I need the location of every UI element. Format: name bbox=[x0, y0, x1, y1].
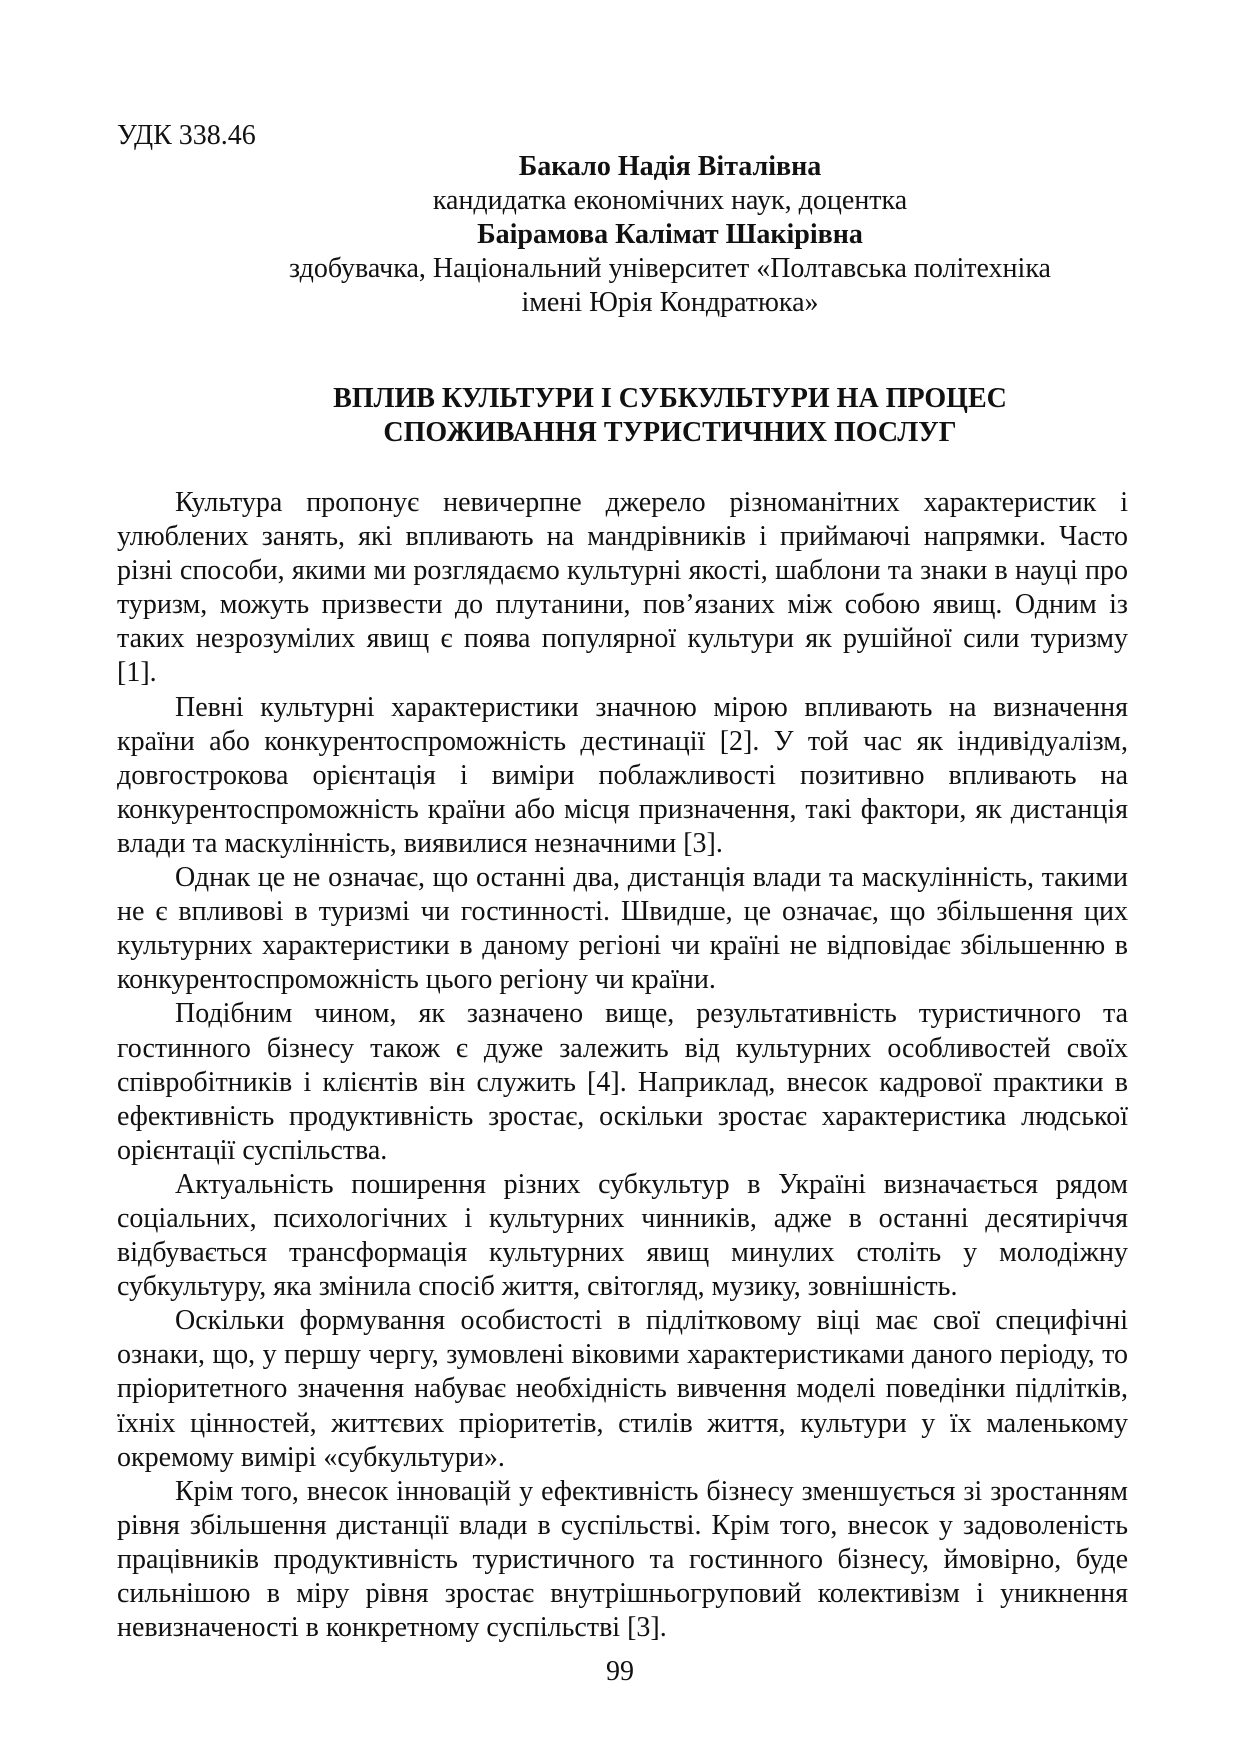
article-title-line-2: СПОЖИВАННЯ ТУРИСТИЧНИХ ПОСЛУГ bbox=[383, 417, 957, 448]
page-number: 99 bbox=[606, 1656, 634, 1687]
article-title-line-1: ВПЛИВ КУЛЬТУРИ І СУБКУЛЬТУРИ НА ПРОЦЕС bbox=[333, 383, 1007, 414]
paragraph: Культура пропонує невичерпне джерело різноманітних характеристик і улюблених занять, які впливають на мандрівників і приймаючі напрямки. Часто різні способи, якими ми розглядаємо культурні якості, шаблони та знаки в науці про туризм, можуть призвести до плутанини, пов’язаних між собою явищ. Одним із таких незрозумілих явищ є поява популярної культури як рушійної сили туризму [1]. bbox=[117, 487, 1128, 689]
author-2-name: Баірамова Калімат Шакірівна bbox=[477, 219, 863, 250]
authors-block bbox=[117, 150, 1128, 320]
author-2-affiliation-line-2: імені Юрія Кондратюка» bbox=[521, 287, 819, 318]
author-1-name: Бакало Надія Віталівна bbox=[518, 151, 822, 182]
author-2-affiliation-line-1: здобувачка, Національний університет «Полтавська політехніка bbox=[289, 253, 1051, 284]
paragraph: Однак це не означає, що останні два, дистанція влади та маскулінність, такими не є впливові в туризмі чи гостинності. Швидше, це означає, що збільшення цих культурних характеристики в даному регіоні чи країні не відповідає збільшенню в конкурентоспроможність цього регіону чи країни. bbox=[117, 862, 1128, 996]
paragraph: Певні культурні характеристики значною мірою впливають на визначення країни або конкурентоспроможність дестинації [2]. У той час як індивідуалізм, довгострокова орієнтація і виміри поблажливості позитивно впливають на конкурентоспроможність країни або місця призначення, такі фактори, як дистанція влади та маскулінність, виявилися незначними [3]. bbox=[117, 691, 1128, 859]
author-1-role: кандидатка економічних наук, доцентка bbox=[432, 185, 908, 216]
udk-code: УДК 338.46 bbox=[117, 120, 256, 151]
article-title bbox=[117, 382, 1128, 450]
paragraph: Актуальність поширення різних субкультур в Україні визначається рядом соціальних, психологічних і культурних чинників, адже в останні десятиріччя відбувається трансформація культурних явищ минулих століть у молодіжну субкультуру, яка змінила спосіб життя, світогляд, музику, зовнішність. bbox=[117, 1168, 1128, 1303]
paragraph: Крім того, внесок інновацій у ефективність бізнесу зменшується зі зростанням рівня збільшення дистанції влади в суспільстві. Крім того, внесок у задоволеність працівників продуктивність туристичного та гостинного бізнесу, ймовірно, буде сильнішою в міру рівня зростає внутрішньогруповий колективізм і уникнення невизначеності в конкретному суспільстві [3]. bbox=[117, 1475, 1128, 1644]
paragraph: Оскільки формування особистості в підлітковому віці має свої специфічні ознаки, що, у першу чергу, зумовлені віковими характеристиками даного періоду, то пріоритетного значення набуває необхідність вивчення моделі поведінки підлітків, їхніх цінностей, життєвих пріоритетів, стилів життя, культури у їх маленькому окремому вимірі «субкультури». bbox=[117, 1305, 1128, 1473]
paragraph: Подібним чином, як зазначено вище, результативність туристичного та гостинного бізнесу також є дуже залежить від культурних особливостей своїх співробітників і клієнтів він служить [4]. Наприклад, внесок кадрової практики в ефективність продуктивність зростає, оскільки зростає характеристика людської орієнтації суспільства. bbox=[117, 998, 1128, 1166]
article-body bbox=[117, 486, 1128, 1645]
